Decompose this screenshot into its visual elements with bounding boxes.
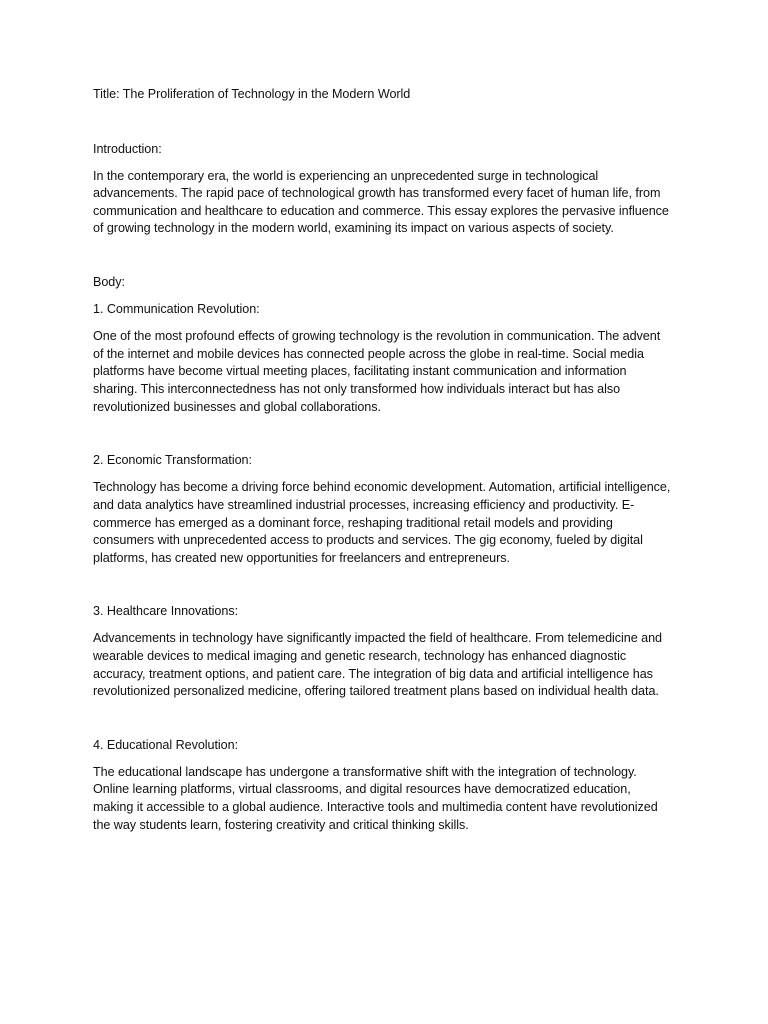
body-heading: Body: — [93, 275, 125, 290]
section-paragraph-economic: Technology has become a driving force behind economic development. Automation, artificial intelligence, and data analytics have streamlined industrial processes, increasing efficiency and productivity. E-commerce has emerged as a dominant force, reshaping traditional retail models and providing consumers with unprecedented access to products and services. The gig economy, fueled by digital platforms, has created new opportunities for freelancers and entrepreneurs. — [93, 480, 671, 565]
section-paragraph-healthcare: Advancements in technology have significantly impacted the field of healthcare. From telemedicine and wearable devices to medical imaging and genetic research, technology has enhanced diagnostic accuracy, treatment options, and patient care. The integration of big data and artificial intelligence has revolutionized personalized medicine, offering tailored treatment plans based on individual health data. — [93, 631, 662, 699]
section-heading-economic: 2. Economic Transformation: — [93, 453, 252, 468]
introduction-heading: Introduction: — [93, 141, 162, 156]
document-title: Title: The Proliferation of Technology in the Modern World — [93, 87, 411, 101]
section-paragraph-education: The educational landscape has undergone a transformative shift with the integration of technology. Online learning platforms, virtual classrooms, and digital resources have democratized education, making it accessible to a global audience. Interactive tools and multimedia content have revolutionized the way students learn, fostering creativity and critical thinking skills. — [93, 764, 658, 832]
document-page — [93, 86, 671, 871]
section-paragraph-communication: One of the most profound effects of growing technology is the revolution in communication. The advent of the internet and mobile devices has connected people across the globe in real-time. Social media platforms have become virtual meeting places, facilitating instant communication and information sharing. This interconnectedness has not only transformed how individuals interact but has also revolutionized businesses and global collaborations. — [93, 329, 661, 414]
section-heading-healthcare: 3. Healthcare Innovations: — [93, 604, 239, 619]
introduction-paragraph: In the contemporary era, the world is experiencing an unprecedented surge in technological advancements. The rapid pace of technological growth has transformed every facet of human life, from communication and healthcare to education and commerce. This essay explores the pervasive influence of growing technology in the modern world, examining its impact on various aspects of society. — [93, 168, 669, 236]
section-heading-communication: 1. Communication Revolution: — [93, 302, 260, 317]
section-heading-education: 4. Educational Revolution: — [93, 737, 239, 752]
